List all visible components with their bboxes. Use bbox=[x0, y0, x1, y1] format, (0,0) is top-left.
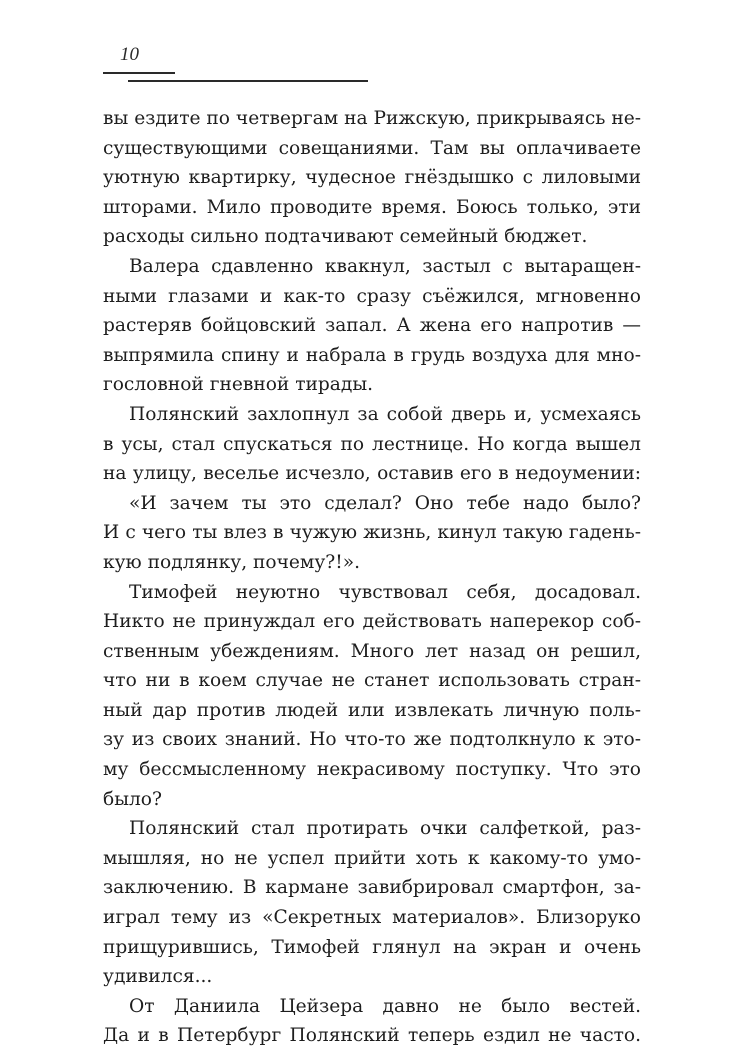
text-line: прищурившись, Тимофей глянул на экран и очень bbox=[103, 936, 641, 958]
text-line: вы ездите по четвергам на Рижскую, прикрываясь не- bbox=[103, 108, 641, 129]
text-line: расходы сильно подтачивают семейный бюджет. bbox=[103, 226, 588, 248]
text-line: зу из своих знаний. Но что-то же подтолкнуло к это- bbox=[103, 729, 641, 751]
text-line: гословной гневной тирады. bbox=[103, 374, 374, 396]
text-line: что ни в коем случае не станет использовать стран- bbox=[103, 670, 641, 692]
text-line: «И зачем ты это сделал? Оно тебе надо было? bbox=[129, 492, 641, 514]
text-line: выпрямила спину и набрала в грудь воздуха для мно- bbox=[103, 344, 641, 366]
text-line: От Даниила Цейзера давно не было вестей. bbox=[129, 995, 641, 1017]
text-line: на улицу, веселье исчезло, оставив его в недоумении: bbox=[103, 463, 641, 485]
text-line: ный дар против людей или извлекать личную поль- bbox=[103, 699, 641, 721]
body-text bbox=[103, 104, 641, 1051]
header-rule-long bbox=[128, 80, 368, 82]
page-number: 10 bbox=[120, 44, 139, 65]
text-line: шторами. Мило проводите время. Боюсь только, эти bbox=[103, 196, 641, 218]
header-rule-short bbox=[103, 72, 175, 74]
text-line: кую подлянку, почему?!». bbox=[103, 551, 361, 573]
text-line: Никто не принуждал его действовать наперекор соб- bbox=[103, 611, 641, 633]
text-line: ственным убеждениям. Много лет назад он решил, bbox=[103, 640, 641, 662]
text-line: уютную квартирку, чудесное гнёздышко с лиловыми bbox=[103, 167, 641, 189]
text-line: существующими совещаниями. Там вы оплачиваете bbox=[103, 137, 641, 159]
text-line: мышляя, но не успел прийти хоть к какому-то умо- bbox=[103, 847, 641, 869]
text-line: играл тему из «Секретных материалов». Близоруко bbox=[103, 907, 641, 929]
text-line: Полянский захлопнул за собой дверь и, усмехаясь bbox=[129, 403, 641, 425]
text-line: Тимофей неуютно чувствовал себя, досадовал. bbox=[129, 581, 641, 603]
text-line: ными глазами и как-то сразу съёжился, мгновенно bbox=[103, 285, 641, 307]
text-line: заключению. В кармане завибрировал смартфон, за- bbox=[103, 877, 641, 899]
text-line: Полянский стал протирать очки салфеткой, раз- bbox=[129, 818, 641, 840]
text-line: Да и в Петербург Полянский теперь ездил не часто. bbox=[103, 1025, 641, 1047]
text-line: му бессмысленному некрасивому поступку. Что это bbox=[103, 759, 641, 781]
text-line: Валера сдавленно квакнул, застыл с вытаращен- bbox=[129, 255, 641, 277]
text-line: удивился... bbox=[103, 966, 213, 988]
text-line: было? bbox=[103, 788, 162, 810]
text-line: растеряв бойцовский запал. А жена его напротив — bbox=[103, 315, 641, 337]
text-line: И с чего ты влез в чужую жизнь, кинул такую гадень- bbox=[103, 522, 641, 544]
text-line: в усы, стал спускаться по лестнице. Но когда вышел bbox=[103, 433, 641, 455]
